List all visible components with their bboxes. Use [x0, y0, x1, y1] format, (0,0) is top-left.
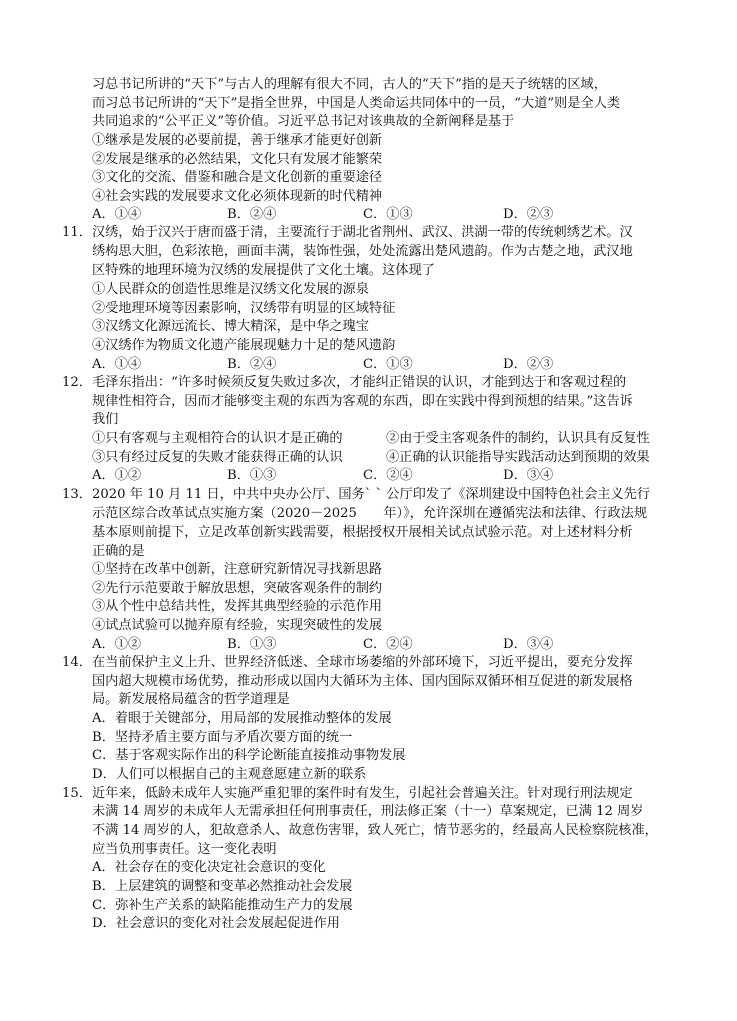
- q11-stem-line: 区特殊的地理环境为汉绣的发展提供了文化土壤。这体现了: [92, 263, 435, 278]
- q15-option-d: D．社会意识的变化对社会发展起促进作用: [92, 916, 340, 931]
- q13-choice-d: D．③④: [503, 637, 554, 652]
- q14-stem-line: 国内超大规模市场优势，推动形成以国内大循环为主体、国内国际双循环相互促进的新发展格: [92, 674, 633, 689]
- q15-stem-line: 不满 14 周岁的人，犯故意杀人、故意伤害罪，致人死亡，情节恶劣的，经最高人民检察院核准，: [92, 823, 658, 838]
- q10-item: ④社会实践的发展要求文化必须体现新的时代精神: [92, 189, 383, 204]
- q13-choice-c: C．②④: [363, 637, 413, 652]
- q13-stem-line: 2020 年 10 月 11 日，中共中央办公厅、国务` ` 公厅印发了《深圳建设中国特色社会主义先行: [92, 487, 651, 502]
- q12-choice-d: D．③④: [503, 468, 554, 483]
- q12-item: ④正确的认识能指导实践活动达到预期的效果: [386, 450, 650, 465]
- q13-stem-line: 基本原则前提下，立足改革创新实践需要，根据授权开展相关试点试验示范。对上述材料分析: [92, 525, 633, 540]
- q12-stem-line: 规律性相符合，因而才能够变主观的东西为客观的东西，即在实践中得到预想的结果。”这告诉: [92, 394, 633, 409]
- q13-choice-b: B．①③: [227, 637, 277, 652]
- q12-number: 12．: [62, 375, 92, 390]
- q14-option-c: C．基于客观实际作出的科学论断能直接推动事物发展: [92, 748, 406, 763]
- q10-stem-line: 共同追求的“公平正义”等价值。习近平总书记对该典故的全新阐释是基于: [92, 114, 515, 129]
- q10-choice-b: B．②④: [227, 207, 277, 222]
- q11-stem-line: 汉绣，始于汉兴于唐而盛于清，主要流行于湖北省荆州、武汉、洪湖一带的传统刺绣艺术。汉: [92, 225, 633, 240]
- q13-item: ①坚持在改革中创新，注意研究新情况寻找新思路: [92, 562, 383, 577]
- q11-choice-b: B．②④: [227, 357, 277, 372]
- q10-choice-a: A．①④: [92, 207, 142, 222]
- q11-item: ④汉绣作为物质文化遗产能展现魅力十足的楚风遗韵: [92, 338, 396, 353]
- q12-stem-line: 我们: [92, 412, 119, 427]
- q10-item: ①继承是发展的必要前提，善于继承才能更好创新: [92, 133, 383, 148]
- q11-item: ③汉绣文化源远流长、博大精深，是中华之瑰宝: [92, 319, 369, 334]
- q14-option-d: D．人们可以根据自己的主观意愿建立新的联系: [92, 767, 367, 782]
- q10-stem-line: 习总书记所讲的“天下”与古人的理解有很大不同，古人的“天下”指的是天子统辖的区域，: [92, 77, 607, 92]
- q12-choice-b: B．①③: [227, 468, 277, 483]
- q13-number: 13．: [62, 487, 92, 502]
- q10-item: ③文化的交流、借鉴和融合是文化创新的重要途径: [92, 170, 383, 185]
- q10-stem-line: 而习总书记所讲的“天下”是指全世界，中国是人类命运共同体中的一员，“大道”则是全人类: [92, 96, 621, 111]
- q13-choice-a: A．①②: [92, 637, 142, 652]
- q12-choice-c: C．②④: [363, 468, 413, 483]
- q11-item: ②受地理环境等因素影响，汉绣带有明显的区域特征: [92, 301, 396, 316]
- q14-stem-line: 在当前保护主义上升、世界经济低迷、全球市场萎缩的外部环境下，习近平提出，要充分发挥: [92, 655, 633, 670]
- q15-option-a: A．社会存在的变化决定社会意识的变化: [92, 860, 326, 875]
- q14-option-b: B．坚持矛盾主要方面与矛盾次要方面的统一: [92, 730, 353, 745]
- q11-stem-line: 绣构思大胆，色彩浓艳，画面丰满，装饰性强，处处流露出楚风遗韵。作为古楚之地，武汉地: [92, 244, 633, 259]
- q11-choice-d: D．②③: [503, 357, 554, 372]
- q10-choice-d: D．②③: [503, 207, 554, 222]
- q15-stem-line: 应当负刑事责任。这一变化表明: [92, 842, 277, 857]
- q14-stem-line: 局。新发展格局蕴含的哲学道理是: [92, 692, 290, 707]
- q12-choice-a: A．①②: [92, 468, 142, 483]
- q15-option-c: C．弥补生产关系的缺陷能推动生产力的发展: [92, 898, 353, 913]
- q15-stem-line: 未满 14 周岁的未成年人无需承担任何刑事责任，刑法修正案（十一）草案规定，已满 12 周岁: [92, 804, 644, 819]
- q14-option-a: A．着眼于关键部分，用局部的发展推动整体的发展: [92, 711, 392, 726]
- q15-option-b: B．上层建筑的调整和变革必然推动社会发展: [92, 879, 353, 894]
- q12-stem-line: 毛泽东指出：“许多时候须反复失败过多次，才能纠正错误的认识，才能到达于和客观过程的: [92, 375, 627, 390]
- q12-item: ③只有经过反复的失败才能获得正确的认识: [92, 450, 343, 465]
- q12-item: ①只有客观与主观相符合的认识才是正确的: [92, 431, 343, 446]
- q13-item: ③从个性中总结共性，发挥其典型经验的示范作用: [92, 599, 383, 614]
- q13-item: ④试点试验可以抛弃原有经验，实现突破性的发展: [92, 618, 383, 633]
- q11-choice-a: A．①④: [92, 357, 142, 372]
- q14-number: 14．: [62, 655, 92, 670]
- q13-stem-line: 正确的是: [92, 544, 145, 559]
- q15-number: 15．: [62, 786, 92, 801]
- q10-item: ②发展是继承的必然结果，文化只有发展才能繁荣: [92, 152, 383, 167]
- q12-item: ②由于受主客观条件的制约，认识具有反复性: [386, 431, 650, 446]
- q11-choice-c: C．①③: [363, 357, 413, 372]
- q10-choice-c: C．①③: [363, 207, 413, 222]
- q11-item: ①人民群众的创造性思维是汉绣文化发展的源泉: [92, 282, 369, 297]
- q13-item: ②先行示范要敢于解放思想，突破客观条件的制约: [92, 581, 383, 596]
- q15-stem-line: 近年来，低龄未成年人实施严重犯罪的案件时有发生，引起社会普遍关注。针对现行刑法规定: [92, 786, 633, 801]
- q13-stem-line: 示范区综合改革试点实施方案（2020－2025 年）》，允许深圳在遵循宪法和法律、行政法规: [92, 506, 648, 521]
- q11-number: 11．: [62, 225, 92, 240]
